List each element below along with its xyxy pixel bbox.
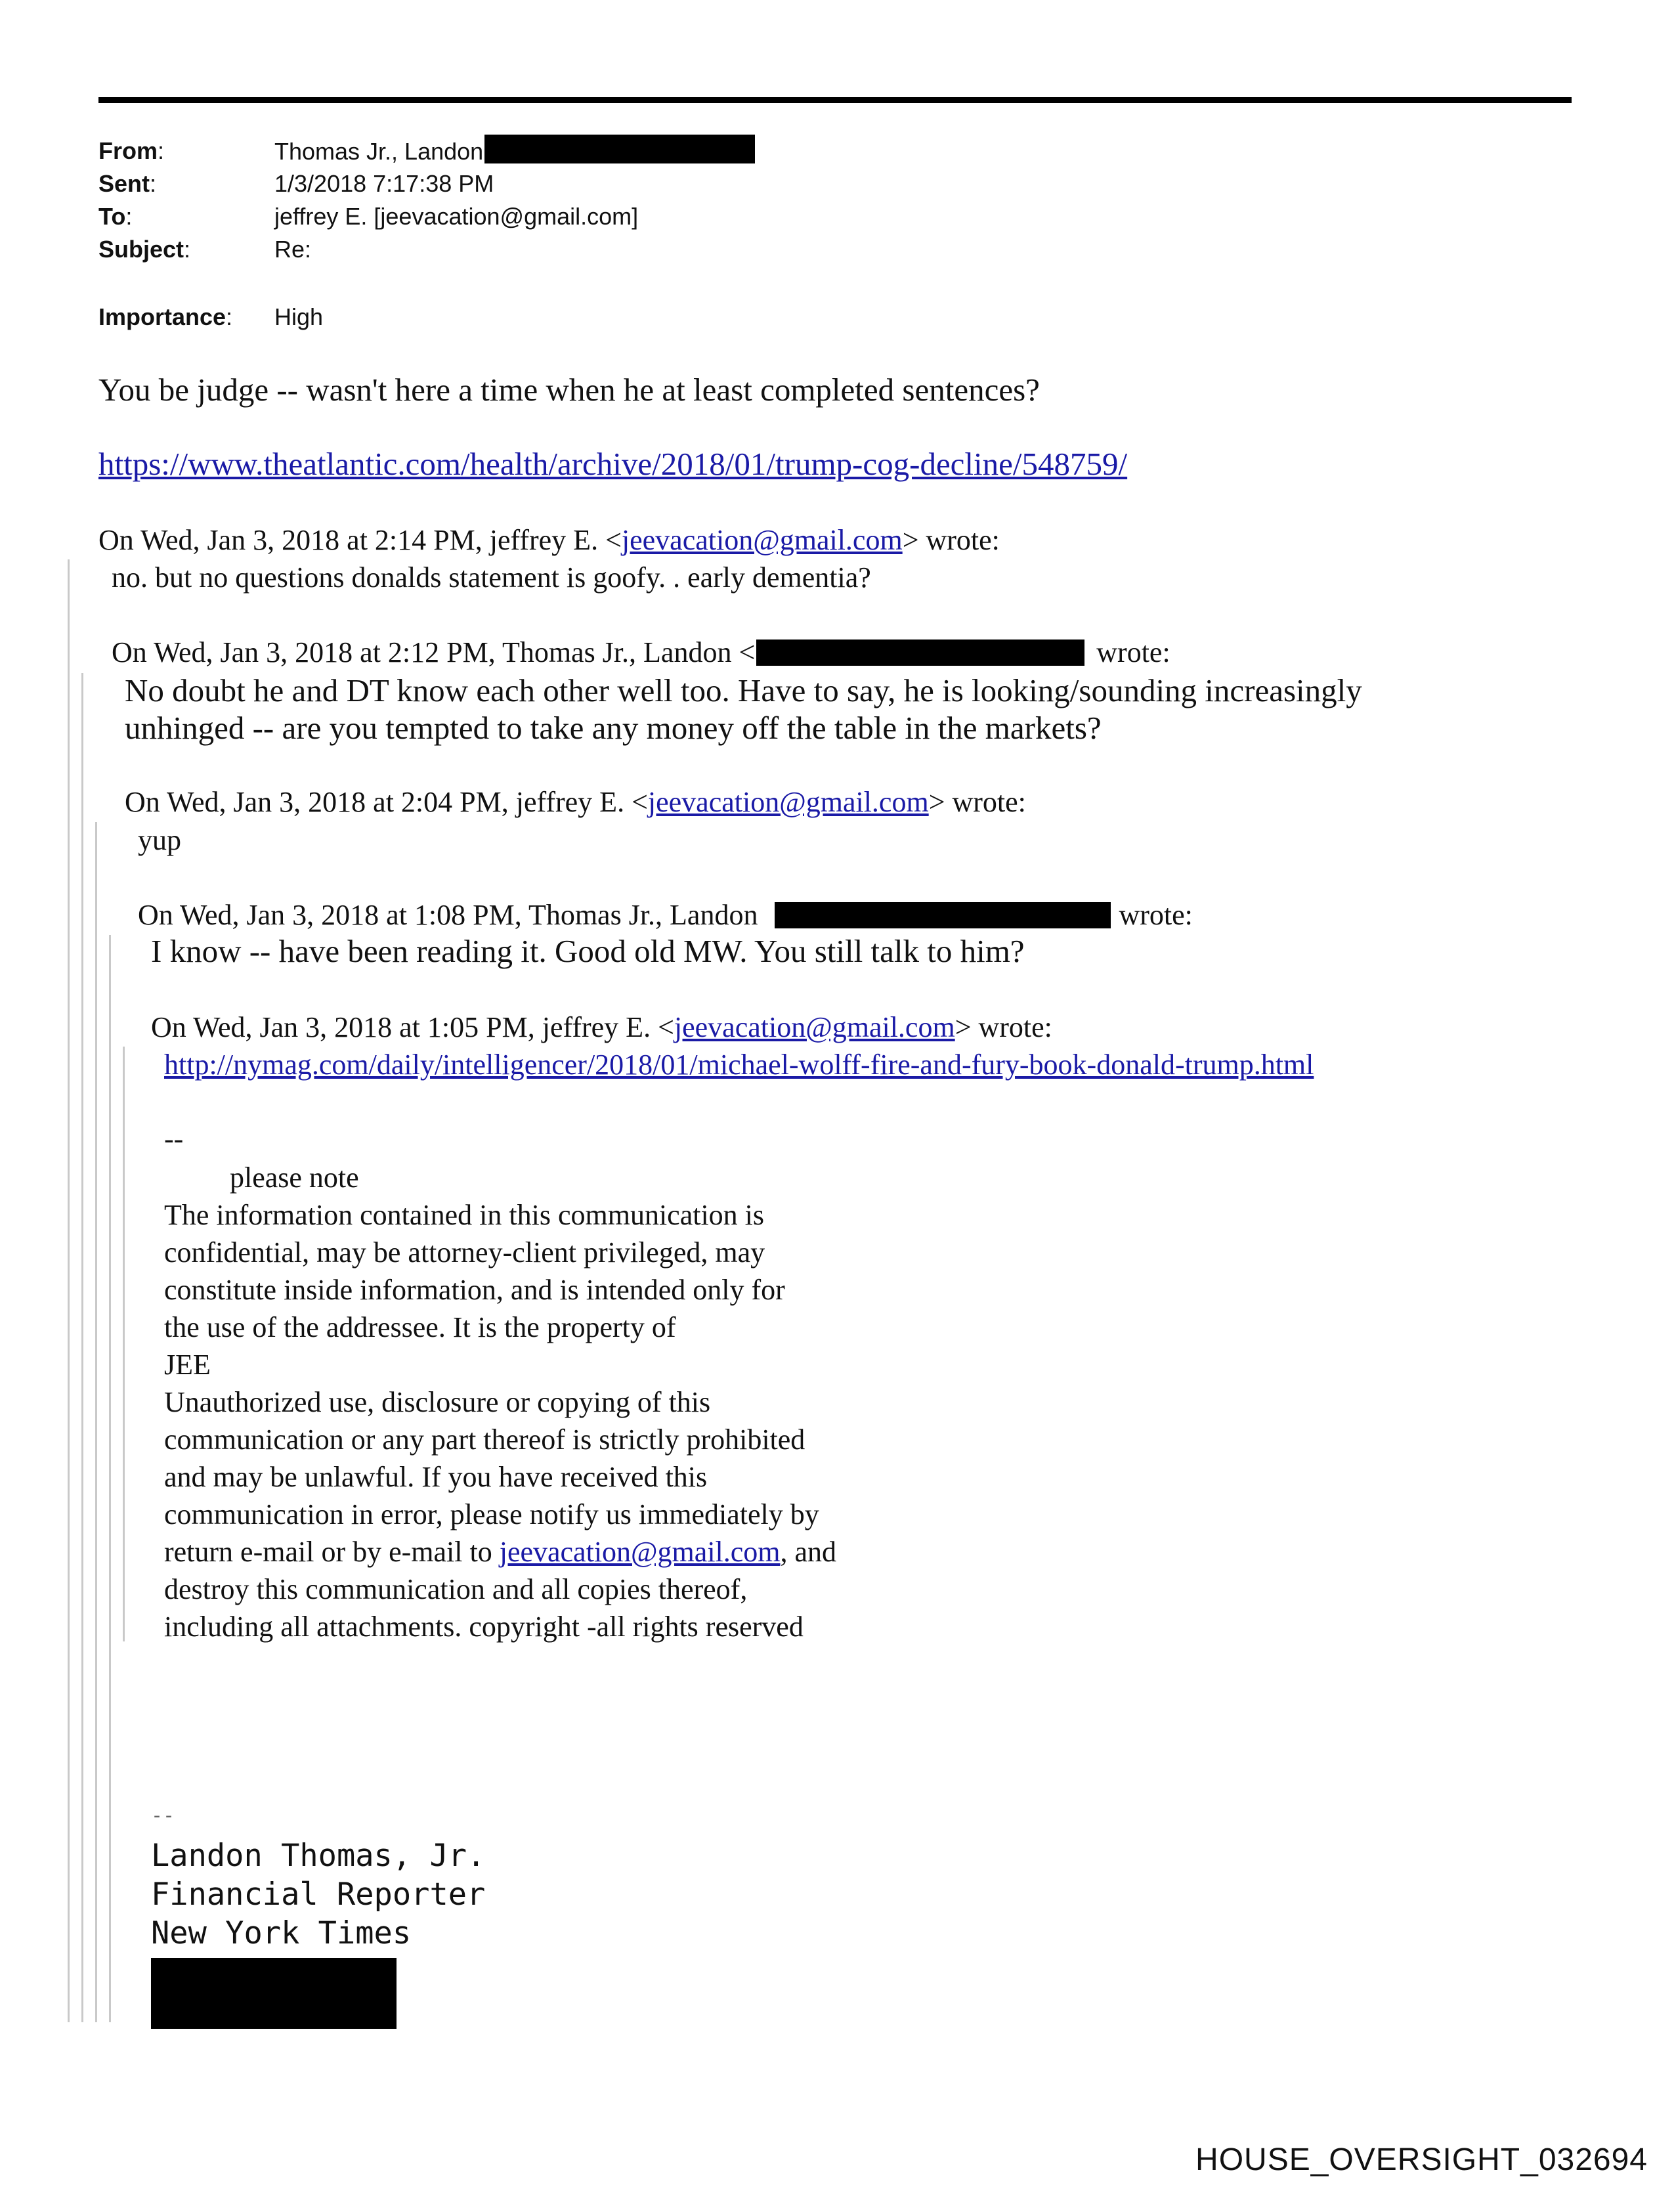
redaction-bar — [151, 1958, 397, 2029]
quote-bar — [109, 935, 111, 2022]
quote-bar — [68, 559, 70, 2022]
email-link[interactable]: jeevacation@gmail.com — [499, 1536, 781, 1568]
from-label: From — [98, 137, 158, 164]
disclaimer-line: the use of the addressee. It is the property of — [164, 1311, 676, 1343]
quote-attribution: On Wed, Jan 3, 2018 at 2:12 PM, Thomas Jr., Landon < wrote: — [112, 636, 1170, 668]
disclaimer-line: return e-mail or by e-mail to jeevacation@gmail.com, and — [164, 1536, 837, 1568]
from-value: Thomas Jr., Landon — [274, 138, 484, 165]
disclaimer-line: and may be unlawful. If you have received this — [164, 1461, 708, 1493]
email-link[interactable]: jeevacation@gmail.com — [621, 524, 903, 556]
quote-body: no. but no questions donalds statement is goofy. . early dementia? — [112, 561, 871, 594]
disclaimer-line: communication or any part thereof is strictly prohibited — [164, 1423, 805, 1456]
bates-number: HOUSE_OVERSIGHT_032694 — [1195, 2142, 1648, 2177]
quote-attribution: On Wed, Jan 3, 2018 at 1:05 PM, jeffrey E. <jeevacation@gmail.com> wrote: — [151, 1011, 1052, 1043]
quote-bar — [95, 822, 97, 2022]
nymag-link[interactable]: http://nymag.com/daily/intelligencer/2018/01/michael-wolff-fire-and-fury-book-donald-trump.html — [164, 1049, 1314, 1081]
quote-bar — [81, 673, 83, 2022]
quote-attribution: On Wed, Jan 3, 2018 at 1:08 PM, Thomas Jr., Landon wrote: — [138, 899, 1193, 931]
importance-label: Importance — [98, 303, 226, 330]
disclaimer-line: The information contained in this communication is — [164, 1199, 765, 1231]
subject-value: Re: — [274, 236, 312, 263]
redaction-bar — [756, 640, 1084, 666]
subject-label: Subject — [98, 236, 184, 263]
to-value: jeffrey E. [jeevacation@gmail.com] — [274, 203, 639, 230]
disclaimer-line: JEE — [164, 1349, 211, 1381]
quote-attribution: On Wed, Jan 3, 2018 at 2:14 PM, jeffrey E. <jeevacation@gmail.com> wrote: — [98, 524, 1000, 556]
atlantic-link[interactable]: https://www.theatlantic.com/health/archive/2018/01/trump-cog-decline/548759/ — [98, 446, 1128, 482]
quote-body: yup — [138, 824, 181, 856]
disclaimer-line: confidential, may be attorney-client privileged, may — [164, 1236, 765, 1269]
disclaimer-line: Unauthorized use, disclosure or copying of this — [164, 1386, 711, 1418]
disclaimer-line: communication in error, please notify us immediately by — [164, 1498, 819, 1530]
quote-bar — [123, 1047, 125, 1641]
disclaimer-line: including all attachments. copyright -all rights reserved — [164, 1611, 804, 1643]
redaction-bar — [775, 902, 1111, 928]
email-document: From: Thomas Jr., Landon Sent: 1/3/2018 7:17:38 PM To: jeffrey E. [jeevacation@gmail.com] Subject: Re: Importance: High You be judge -- wasn't here a time when he at least completed sentences? https://www.theatlantic.com/health/archive/2018/01/trump-cog-decline/548759/ On Wed, Jan 3, 2018 at 2:14 PM, jeffrey E. <jeevacation@gmail.com> wrote: no. but no questions donalds statement is goofy. . early dementia? On Wed, Jan 3, 2018 at 2:12 PM, Thomas Jr., Landon < wrote: No doubt he and DT know each other well too. Have to say, he is looking/sounding increasingly unhinged -- are you tempted to take any money off the table in the markets? On Wed, Jan 3, 2018 at 2:04 PM, jeffrey E. <jeevacation@gmail.com> wrote: yup On Wed, Jan 3, 2018 at 1:08 PM, Thomas Jr., Landon wrote: I know -- have been reading it. Good old MW. You still talk to him? On Wed, Jan 3, 2018 at 1:05 PM, jeffrey E. <jeevacation@gmail.com> wrote: http://nymag.com/daily/intelligencer/2018/01/michael-wolff-fire-and-fury-book-donald-trump.html -- please note The information contained in this communication is confidential, may be attorney-client privileged, may constitute inside information, and is intended only for the use of the addressee. It is the property of JEE Unauthorized use, disclosure or copying of this communication or any part thereof is strictly prohibited and may be unlawful. If you have received this communication in error, please notify us immediately by return e-mail or by e-mail to jeevacation@gmail.com, and destroy this communication and all copies thereof, including all attachments. copyright -all rights reserved -- Landon Thomas, Jr. Financial Reporter New York Times HOUSE_OVERSIGHT_032694 — [0, 0, 1674, 2212]
to-label: To — [98, 203, 126, 230]
signature-name: Landon Thomas, Jr. — [151, 1838, 486, 1874]
redaction-bar — [484, 135, 755, 163]
disclaimer-line: constitute inside information, and is intended only for — [164, 1274, 785, 1306]
signature-title: Financial Reporter — [151, 1876, 486, 1913]
sent-label: Sent — [98, 170, 150, 197]
quote-attribution: On Wed, Jan 3, 2018 at 2:04 PM, jeffrey E. <jeevacation@gmail.com> wrote: — [125, 786, 1026, 818]
body-text: You be judge -- wasn't here a time when he at least completed sentences? — [98, 372, 1040, 408]
disclaimer-please-note: please note — [230, 1161, 359, 1194]
header-rule — [98, 97, 1572, 103]
email-link[interactable]: jeevacation@gmail.com — [647, 786, 929, 818]
signature-dashes: -- — [151, 1804, 175, 1827]
sent-value: 1/3/2018 7:17:38 PM — [274, 170, 494, 197]
quote-body: I know -- have been reading it. Good old MW. You still talk to him? — [151, 933, 1025, 969]
quote-body: unhinged -- are you tempted to take any money off the table in the markets? — [125, 710, 1102, 746]
importance-value: High — [274, 303, 324, 330]
disclaimer-dashes: -- — [164, 1123, 184, 1155]
disclaimer-line: destroy this communication and all copies thereof, — [164, 1573, 748, 1605]
quote-body: No doubt he and DT know each other well too. Have to say, he is looking/sounding increasingly — [125, 672, 1362, 708]
email-link[interactable]: jeevacation@gmail.com — [674, 1011, 955, 1043]
signature-org: New York Times — [151, 1915, 412, 1951]
